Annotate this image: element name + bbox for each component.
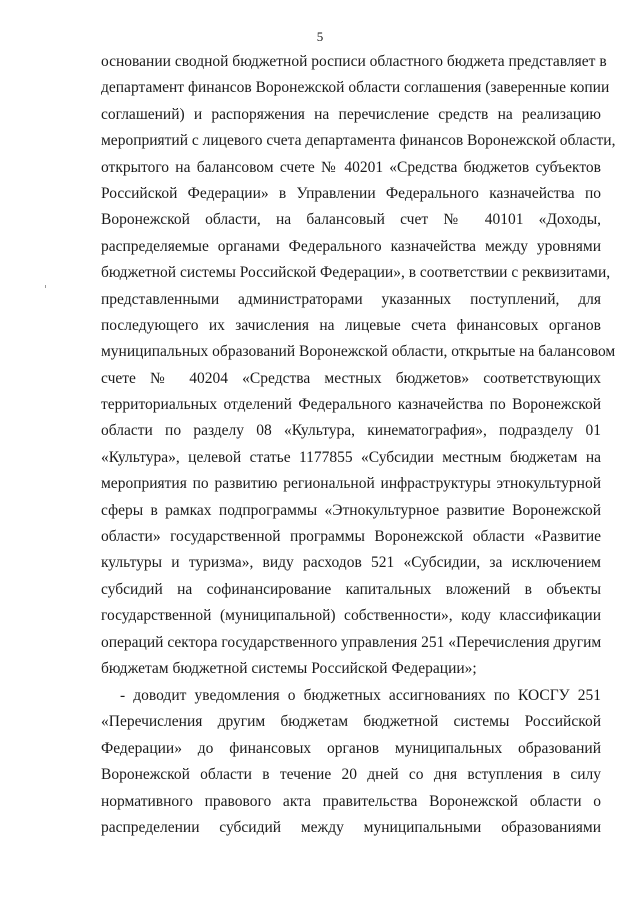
text-line: основании сводной бюджетной росписи областного бюджета представляет в: [101, 53, 607, 70]
text-line: «Культура», целевой статье 1177855 «Субсидии местным бюджетам на: [101, 448, 601, 466]
text-line: операций сектора государственного управления 251 «Перечисления другим: [101, 633, 602, 651]
text-line: распределяемые органами Федерального казначейства между уровнями: [101, 237, 601, 255]
text-line: - доводит уведомления о бюджетных ассигнованиях по КОСГУ 251: [120, 687, 601, 704]
paragraph-1: [101, 49, 616, 682]
text-line: бюджетам бюджетной системы Российской Федерации»;: [101, 659, 477, 677]
text-line: открытого на балансовом счете № 40201 «Средства бюджетов субъектов: [101, 158, 601, 176]
text-line: распределении субсидий между муниципальными образованиями: [101, 818, 601, 836]
text-line: нормативного правового акта правительства Воронежской области о: [101, 792, 601, 810]
text-line: последующего их зачисления на лицевые счета финансовых органов: [101, 316, 601, 334]
text-line: счете № 40204 «Средства местных бюджетов» соответствующих: [101, 369, 601, 387]
text-line: Российской Федерации» в Управлении Федерального казначейства по: [101, 184, 601, 202]
text-line: бюджетной системы Российской Федерации», в соответствии с реквизитами,: [101, 264, 611, 282]
text-line: представленными администраторами указанных поступлений, для: [101, 290, 601, 308]
text-line: департамент финансов Воронежской области соглашения (заверенные копии: [101, 79, 610, 97]
text-line: сферы в рамках подпрограммы «Этнокультурное развитие Воронежской: [101, 501, 601, 519]
text-line: Воронежской области, на балансовый счет № 40101 «Доходы,: [101, 211, 601, 229]
text-line: мероприятий с лицевого счета департамента финансов Воронежской области,: [101, 132, 616, 150]
text-line: области» государственной программы Воронежской области «Развитие: [101, 528, 601, 546]
text-line: мероприятия по развитию региональной инфраструктуры этнокультурной: [101, 475, 601, 493]
margin-mark: [45, 285, 46, 288]
text-line: соглашений) и распоряжения на перечисление средств на реализацию: [101, 105, 601, 123]
text-line: территориальных отделений Федерального казначейства по Воронежской: [101, 396, 601, 414]
text-line: «Перечисления другим бюджетам бюджетной системы Российской: [101, 713, 601, 731]
text-line: субсидий на софинансирование капитальных вложений в объекты: [101, 580, 601, 598]
text-line: области по разделу 08 «Культура, кинематография», подразделу 01: [101, 422, 601, 440]
page-number: 5: [316, 29, 324, 44]
text-line: муниципальных образований Воронежской области, открытые на балансовом: [101, 343, 616, 361]
text-line: государственной (муниципальной) собственности», коду классификации: [101, 607, 601, 625]
text-line: Федерации» до финансовых органов муниципальных образований: [101, 739, 601, 757]
text-line: Воронежской области в течение 20 дней со дня вступления в силу: [101, 766, 601, 784]
paragraph-2: [101, 683, 601, 841]
text-line: культуры и туризма», виду расходов 521 «Субсидии, за исключением: [101, 554, 601, 572]
